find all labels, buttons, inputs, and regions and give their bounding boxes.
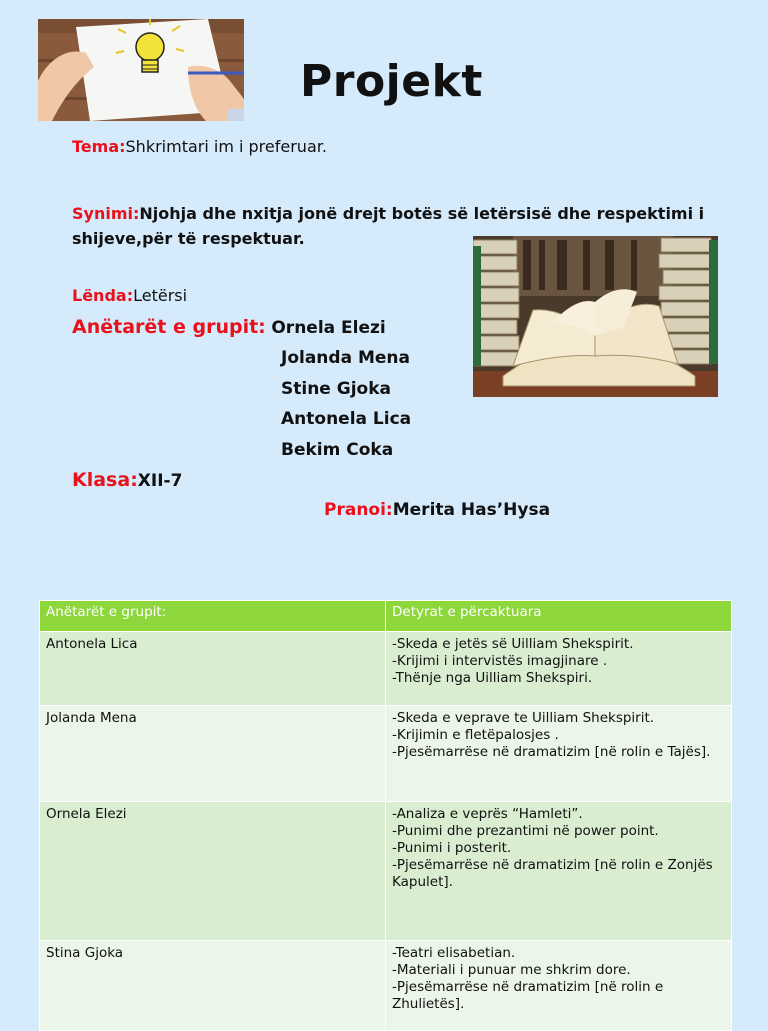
tasks-cell: [386, 941, 732, 1031]
member-name: Stine Gjoka: [281, 378, 391, 399]
lenda-label: Lënda:: [72, 286, 134, 305]
tema-label: Tema:: [72, 137, 126, 156]
klasa-line: [72, 469, 182, 491]
member-cell: Stina Gjoka: [40, 941, 386, 1031]
lightbulb-illustration: [38, 19, 244, 121]
anetaret-line: [72, 316, 386, 338]
anetaret-label: Anëtarët e grupit:: [72, 316, 266, 338]
task-item: -Pjesëmarrëse në dramatizim [në rolin e Zhulietës].: [392, 979, 664, 1012]
tasks-cell: [386, 632, 732, 706]
pranoi-label: Pranoi:: [324, 500, 393, 520]
synimi-line: [72, 204, 704, 223]
pranoi-line: [324, 500, 550, 520]
task-item: -Materiali i punuar me shkrim dore.: [392, 962, 631, 978]
synimi-label: Synimi:: [72, 204, 140, 223]
task-item: -Pjesëmarrëse në dramatizim [në rolin e Zonjës Kapulet].: [392, 857, 713, 890]
synimi-text-line2: shijeve,për të respektuar.: [72, 229, 305, 248]
hand-drawing-lightbulb-image: [38, 19, 244, 121]
task-item: -Punimi dhe prezantimi në power point.: [392, 823, 659, 839]
task-item: -Punimi i posterit.: [392, 840, 512, 856]
tema-value: Shkrimtari im i preferuar.: [125, 137, 327, 156]
member-name: Bekim Coka: [281, 439, 394, 460]
member-cell: Antonela Lica: [40, 632, 386, 706]
open-books-image: [473, 236, 718, 397]
pranoi-value: Merita Has’Hysa: [392, 500, 551, 520]
member-name: Jolanda Mena: [281, 348, 410, 368]
table-row: [40, 632, 732, 706]
task-item: -Skeda e veprave te Uilliam Shekspirit.: [392, 710, 655, 726]
member-cell: Jolanda Mena: [40, 706, 386, 802]
task-item: -Analiza e veprës “Hamleti”.: [392, 806, 583, 822]
task-item: -Pjesëmarrëse në dramatizim [në rolin e Tajës].: [392, 744, 711, 760]
table-header-row: [40, 601, 732, 632]
member-cell: Ornela Elezi: [40, 802, 386, 941]
member-first: Ornela Elezi: [271, 318, 386, 338]
column-header-members: Anëtarët e grupit:: [40, 601, 386, 632]
tasks-cell: [386, 706, 732, 802]
synimi-text-line1: Njohja dhe nxitja jonë drejt botës së letërsisë dhe respektimi i: [139, 204, 705, 223]
task-item: -Skeda e jetës së Uilliam Shekspirit.: [392, 636, 634, 652]
table-row: [40, 802, 732, 941]
lenda-line: [72, 286, 187, 305]
table-row: [40, 941, 732, 1031]
lenda-value: Letërsi: [133, 286, 188, 305]
klasa-label: Klasa:: [72, 469, 138, 491]
tasks-table: [39, 600, 732, 1031]
tasks-cell: [386, 802, 732, 941]
member-name: Antonela Lica: [281, 409, 412, 429]
page-title: Projekt: [300, 56, 483, 107]
task-item: -Krijimi i intervistës imagjinare .: [392, 653, 608, 669]
task-item: -Thënje nga Uilliam Shekspiri.: [392, 670, 593, 686]
members-list: [281, 346, 411, 468]
table-row: [40, 706, 732, 802]
books-illustration: [473, 236, 718, 397]
task-item: -Teatri elisabetian.: [392, 945, 516, 961]
task-item: -Krijimin e fletëpalosjes .: [392, 727, 559, 743]
column-header-tasks: Detyrat e përcaktuara: [386, 601, 732, 632]
tema-line: [72, 137, 327, 156]
klasa-value: XII-7: [137, 471, 183, 491]
